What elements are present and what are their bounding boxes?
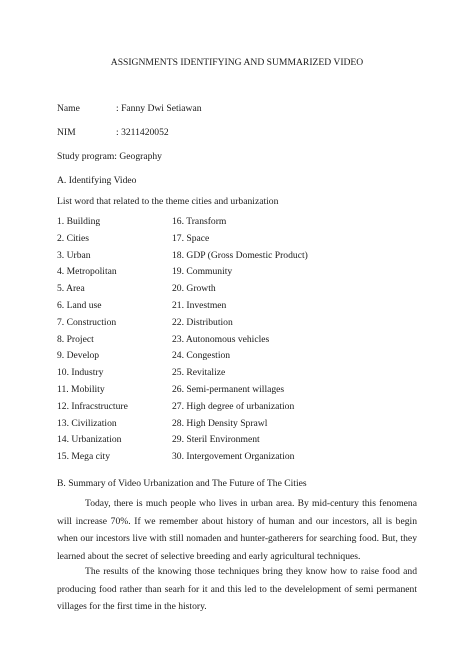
word-list — [57, 216, 437, 468]
section-a-intro: List word that related to the theme cities and urbanization — [57, 196, 279, 207]
word-item: 29. Steril Environment — [172, 434, 260, 446]
nim-row — [57, 127, 169, 139]
word-item: 17. Space — [172, 232, 210, 244]
word-item: 18. GDP (Gross Domestic Product) — [172, 249, 308, 261]
word-item: 11. Mobility — [57, 383, 105, 395]
summary-paragraph-2: The results of the knowing those techniques bring they know how to raise food and producing food rather than searh for it and this led to the develelopment of semi permanent villages for the first time in the history. — [57, 566, 417, 612]
word-item: 20. Growth — [172, 283, 216, 295]
name-label: Name — [57, 103, 80, 114]
word-item: 9. Develop — [57, 350, 100, 362]
section-a-heading: A. Identifying Video — [57, 175, 137, 186]
word-row — [57, 384, 437, 401]
word-row — [57, 451, 437, 468]
word-item: 4. Metropolitan — [57, 266, 117, 278]
word-item: 3. Urban — [57, 249, 91, 261]
word-item: 26. Semi-permanent willages — [172, 383, 285, 395]
word-item: 22. Distribution — [172, 316, 233, 328]
study-program: Study program: Geography — [57, 151, 162, 162]
word-item: 13. Civilization — [57, 417, 117, 429]
word-row — [57, 250, 437, 267]
word-item: 10. Industry — [57, 367, 104, 379]
word-item: 25. Revitalize — [172, 367, 226, 379]
word-item: 14. Urbanization — [57, 434, 122, 446]
word-row — [57, 350, 437, 367]
word-row — [57, 216, 437, 233]
word-item: 7. Construction — [57, 316, 117, 328]
word-item: 19. Community — [172, 266, 233, 278]
word-row — [57, 300, 437, 317]
word-row — [57, 418, 437, 435]
word-item: 24. Congestion — [172, 350, 231, 362]
word-row — [57, 334, 437, 351]
document-title: ASSIGNMENTS IDENTIFYING AND SUMMARIZED VIDEO — [110, 57, 364, 68]
name-row — [57, 103, 202, 115]
word-item: 27. High degree of urbanization — [172, 400, 295, 412]
word-item: 21. Investmen — [172, 299, 227, 311]
word-row — [57, 401, 437, 418]
word-row — [57, 233, 437, 250]
word-row — [57, 266, 437, 283]
word-item: 16. Transform — [172, 216, 227, 227]
summary-paragraph-1: Today, there is much people who lives in urban area. By mid-century this fenomena will increase 70%. If we remember about history of human and our incestors, all is begin when our incestors live with still nomaden and hunter-gatherers for searching food. But, they learned about the secret of selective breeding and early agricultural techniques. — [57, 498, 417, 562]
word-row — [57, 283, 437, 300]
word-item: 12. Infracstructure — [57, 400, 128, 412]
nim-value: : 3211420052 — [116, 127, 169, 138]
word-item: 5. Area — [57, 283, 85, 295]
word-item: 30. Intergovement Organization — [172, 451, 295, 463]
section-b-heading: B. Summary of Video Urbanization and The Future of The Cities — [57, 478, 307, 489]
word-row — [57, 317, 437, 334]
word-item: 28. High Density Sprawl — [172, 417, 268, 429]
word-item: 15. Mega city — [57, 451, 111, 463]
word-row — [57, 367, 437, 384]
name-value: : Fanny Dwi Setiawan — [116, 103, 202, 114]
word-item: 1. Building — [57, 216, 101, 227]
word-row — [57, 434, 437, 451]
word-item: 6. Land use — [57, 299, 102, 311]
nim-label: NIM — [57, 127, 76, 138]
word-item: 23. Autonomous vehicles — [172, 333, 270, 345]
word-item: 2. Cities — [57, 232, 89, 244]
word-item: 8. Project — [57, 333, 94, 345]
